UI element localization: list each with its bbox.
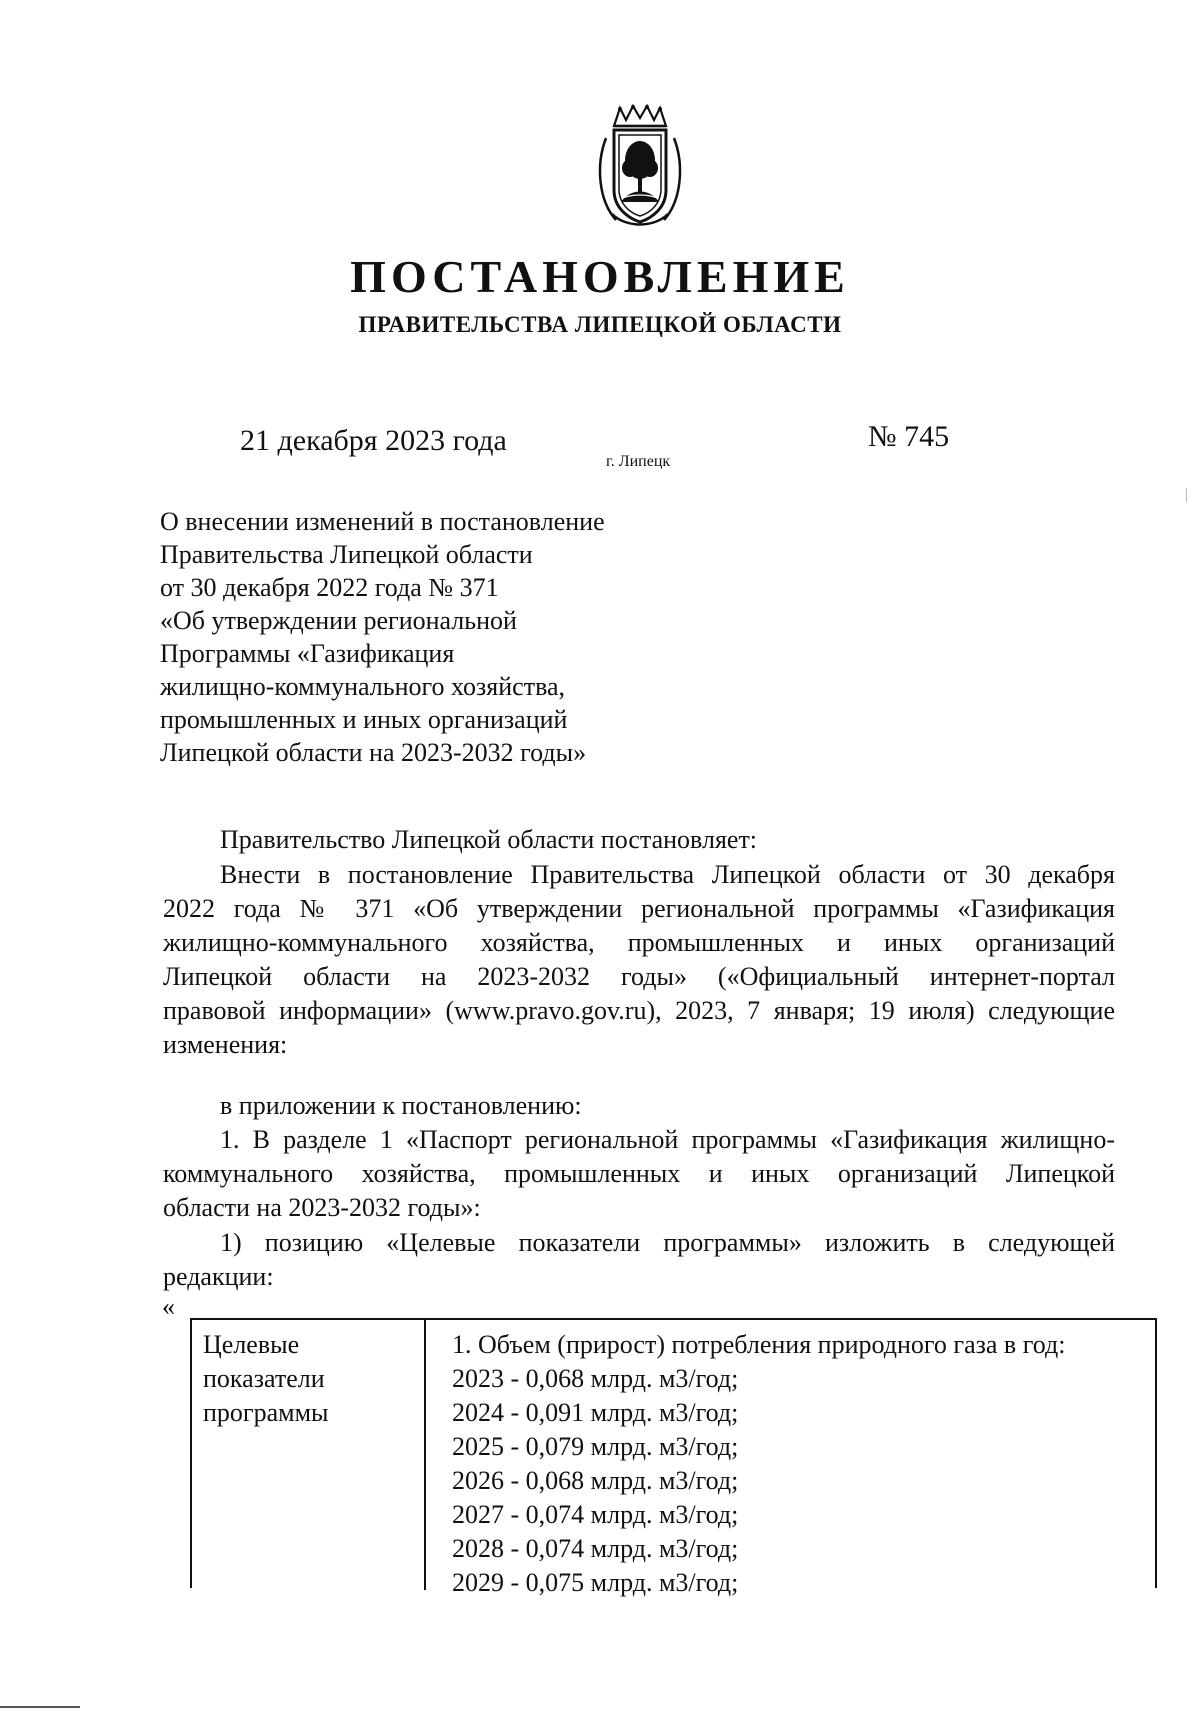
paragraph-in-appendix: в приложении к постановлению: <box>220 1091 582 1120</box>
subject-line: Правительства Липецкой области <box>160 540 533 569</box>
paragraph-line: изменения: <box>163 1030 288 1059</box>
subject-line: от 30 декабря 2022 года № 371 <box>160 573 499 602</box>
paragraph-position-1 <box>163 1226 1115 1294</box>
subject-line: О внесении изменений в постановление <box>160 507 605 536</box>
document-subtitle: ПРАВИТЕЛЬСТВА ЛИПЕЦКОЙ ОБЛАСТИ <box>358 312 842 337</box>
document-city: г. Липецк <box>606 453 671 470</box>
document-date: 21 декабря 2023 года <box>240 424 507 457</box>
paragraph-section-1 <box>163 1123 1115 1225</box>
paragraph-line: Липецкой области на 2023-2032 годы» («Официальный интернет-портал <box>163 962 1115 991</box>
subject-line: Программы «Газификация <box>160 639 455 668</box>
table-value-line: 2024 - 0,091 млрд. м3/год; <box>452 1398 739 1427</box>
paragraph-line: коммунального хозяйства, промышленных и иных организаций Липецкой <box>163 1159 1115 1188</box>
paragraph-line: 1. В разделе 1 «Паспорт региональной программы «Газификация жилищно- <box>220 1125 1115 1154</box>
document-number: № 745 <box>868 420 950 453</box>
table-value-line: 2026 - 0,068 млрд. м3/год; <box>452 1466 739 1495</box>
table-value-line: 2029 - 0,075 млрд. м3/год; <box>452 1568 739 1597</box>
table-label-line: Целевые <box>203 1330 300 1359</box>
scan-bottom-mark <box>0 1706 80 1708</box>
table-value-line: 1. Объем (прирост) потребления природного газа в год: <box>452 1330 1066 1359</box>
table-label-line: показатели <box>203 1364 325 1393</box>
table-value-line: 2028 - 0,074 млрд. м3/год; <box>452 1534 739 1563</box>
table-label-cell <box>203 1328 329 1430</box>
subject-line: Липецкой области на 2023-2032 годы» <box>160 738 587 767</box>
paragraph-line: 2022 года № 371 «Об утверждении региональной программы «Газификация <box>163 894 1115 923</box>
target-indicators-table <box>190 1318 1157 1597</box>
paragraph-line: 1) позицию «Целевые показатели программы» изложить в следующей <box>220 1228 1115 1257</box>
table-label-line: программы <box>203 1398 329 1427</box>
table-value-line: 2027 - 0,074 млрд. м3/год; <box>452 1500 739 1529</box>
scan-margin-mark <box>1186 488 1187 502</box>
subject-line: «Об утверждении региональной <box>160 606 517 635</box>
paragraph-line: жилищно-коммунального хозяйства, промышленных и иных организаций <box>163 928 1115 957</box>
document-subject <box>160 505 720 769</box>
subject-line: промышленных и иных организаций <box>160 705 568 734</box>
table-value-cell <box>452 1328 1065 1600</box>
paragraph-line: правовой информации» (www.pravo.gov.ru), 2023, 7 января; 19 июля) следующие <box>163 996 1115 1025</box>
paragraph-line: Внести в постановление Правительства Липецкой области от 30 декабря <box>220 860 1115 889</box>
subject-line: жилищно-коммунального хозяйства, <box>160 672 566 701</box>
lipetsk-coat-of-arms-icon <box>592 104 688 230</box>
paragraph-amendment-intro <box>163 858 1115 1062</box>
table-value-line: 2023 - 0,068 млрд. м3/год; <box>452 1364 739 1393</box>
table-column-divider <box>424 1320 426 1590</box>
paragraph-line: редакции: <box>163 1262 274 1291</box>
document-title: ПОСТАНОВЛЕНИЕ <box>350 251 850 302</box>
paragraph-government-decrees: Правительство Липецкой области постановляет: <box>220 825 758 854</box>
table-value-line: 2025 - 0,079 млрд. м3/год; <box>452 1432 739 1461</box>
opening-quote-mark: « <box>162 1292 175 1321</box>
paragraph-line: области на 2023-2032 годы»: <box>163 1193 481 1222</box>
